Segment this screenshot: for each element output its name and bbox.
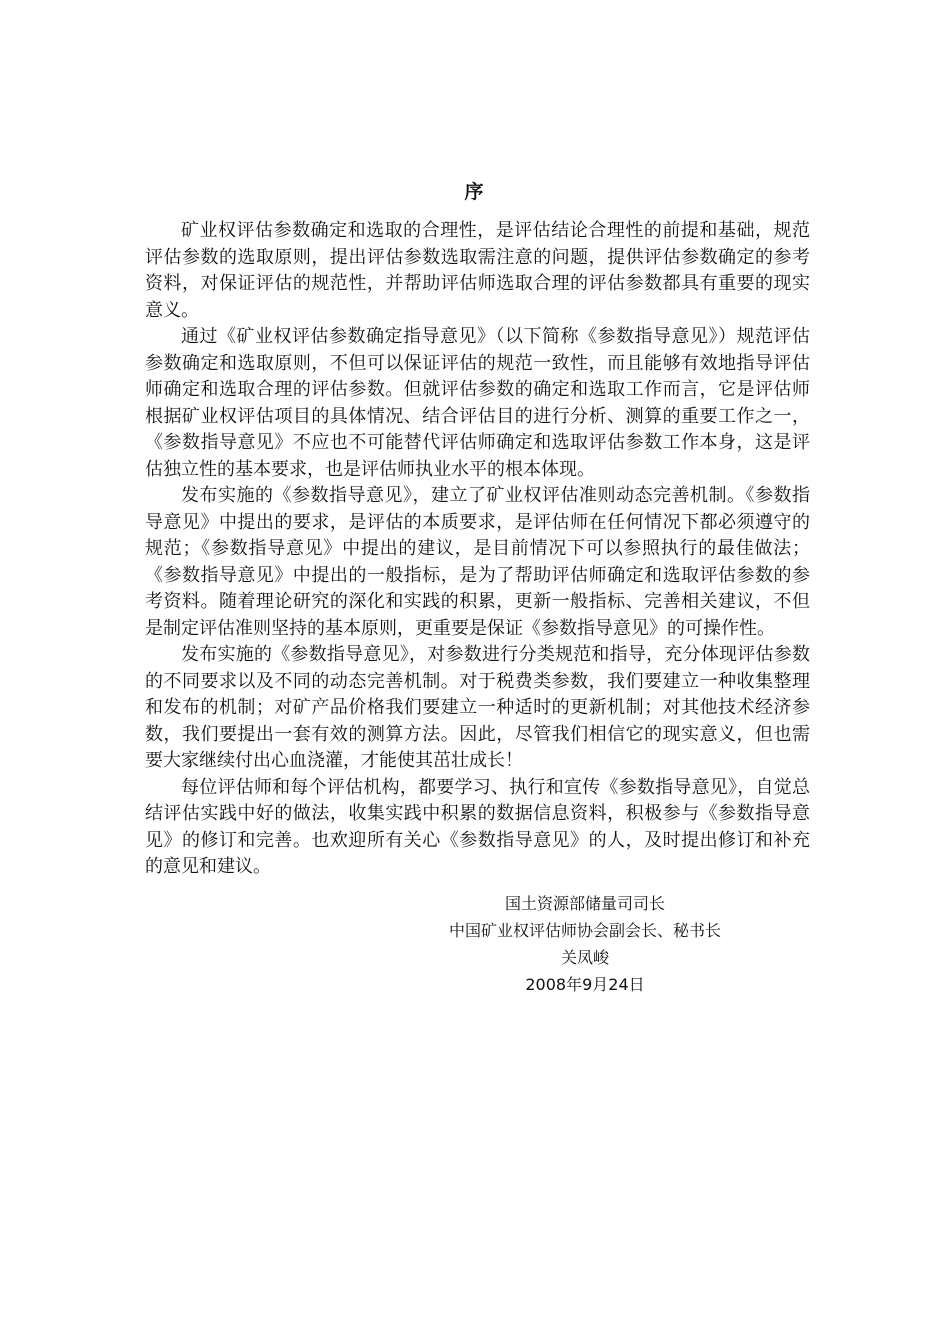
paragraph-4: 发布实施的《参数指导意见》，对参数进行分类规范和指导，充分体现评估参数的不同要求以及不同的动态完善机制。对于税费类参数，我们要建立一种收集整理和发布的机制；对矿产品价格我们要建立一种适时的更新机制；对其他技术经济参数，我们要提出一套有效的测算方法。因此，尽管我们相信它的现实意义，但也需要大家继续付出心血浇灌，才能使其茁壮成长！ xyxy=(145,644,810,771)
page-title: 序 xyxy=(464,181,486,203)
signature-position-2: 中国矿业权评估师协会副会长、秘书长 xyxy=(448,921,721,940)
signature-name: 关凤峻 xyxy=(560,948,609,967)
paragraph-3: 发布实施的《参数指导意见》，建立了矿业权评估准则动态完善机制。《参数指导意见》中提出的要求，是评估的本质要求，是评估师在任何情况下都必须遵守的规范；《参数指导意见》中提出的建议，是目前情况下可以参照执行的最佳做法；《参数指导意见》中提出的一般指标，是为了帮助评估师确定和选取评估参数的参考资料。随着理论研究的深化和实践的积累，更新一般指标、完善相关建议，不但是制定评估准则坚持的基本原则，更重要是保证《参数指导意见》的可操作性。 xyxy=(145,485,810,639)
signature-position-1: 国土资源部储量司司长 xyxy=(504,894,665,913)
preface-body xyxy=(145,218,810,881)
paragraph-2: 通过《矿业权评估参数确定指导意见》（以下简称《参数指导意见》）规范评估参数确定和选取原则，不但可以保证评估的规范一致性，而且能够有效地指导评估师确定和选取合理的评估参数。但就评估参数的确定和选取工作而言，它是评估师根据矿业权评估项目的具体情况、结合评估目的进行分析、测算的重要工作之一，《参数指导意见》不应也不可能替代评估师确定和选取评估参数工作本身，这是评估独立性的基本要求，也是评估师执业水平的根本体现。 xyxy=(145,326,810,480)
signature-date: 2008年9月24日 xyxy=(525,975,645,994)
paragraph-5: 每位评估师和每个评估机构，都要学习、执行和宣传《参数指导意见》，自觉总结评估实践中好的做法，收集实践中积累的数据信息资料，积极参与《参数指导意见》的修订和完善。也欢迎所有关心《参数指导意见》的人，及时提出修订和补充的意见和建议。 xyxy=(145,776,810,877)
signature-block xyxy=(375,890,795,998)
paragraph-1: 矿业权评估参数确定和选取的合理性，是评估结论合理性的前提和基础，规范评估参数的选取原则，提出评估参数选取需注意的问题，提供评估参数确定的参考资料，对保证评估的规范性，并帮助评估师选取合理的评估参数都具有重要的现实意义。 xyxy=(145,220,810,321)
